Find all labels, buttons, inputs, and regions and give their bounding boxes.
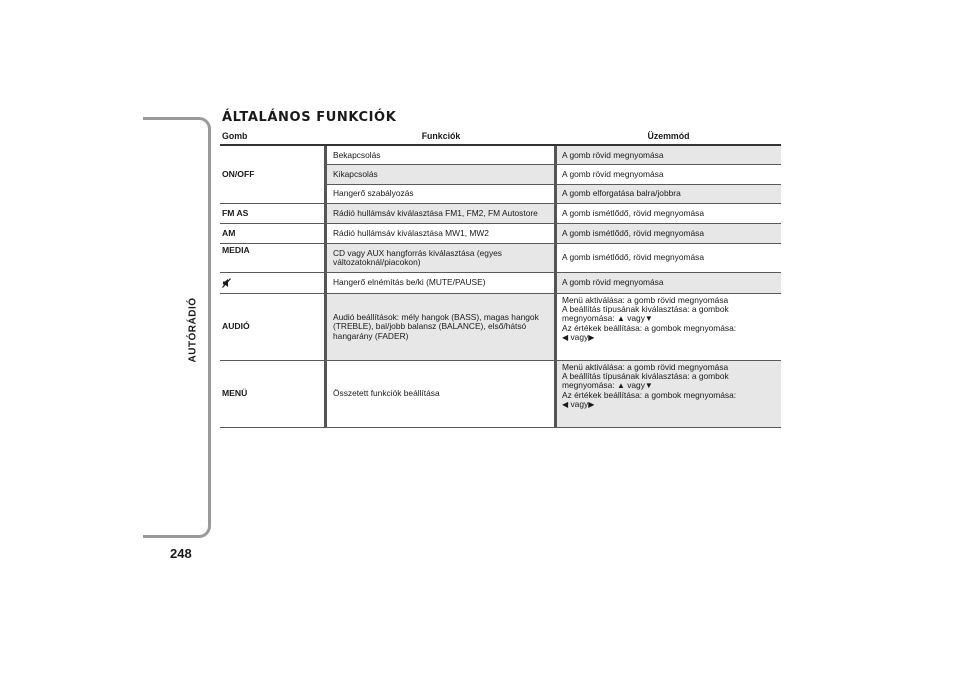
table-row-onoff [220, 146, 781, 204]
mode-cell: A gomb rövid megnyomása [554, 146, 781, 164]
table-header [220, 127, 781, 146]
mode-cell: A gomb rövid megnyomása [554, 273, 781, 293]
button-fmas: FM AS [222, 207, 249, 218]
func-cell: Rádió hullámsáv kiválasztása MW1, MW2 [324, 224, 554, 243]
onoff-subrows [324, 146, 781, 203]
button-mute [220, 273, 324, 293]
func-cell: Kikapcsolás [324, 165, 554, 183]
func-cell: Rádió hullámsáv kiválasztása FM1, FM2, FM Autostore [324, 204, 554, 223]
down-arrow-icon: ▼ [644, 381, 653, 391]
mode-cell: A gomb ismétlődő, rövid megnyomása [554, 244, 781, 272]
header-funkciok: Funkciók [421, 130, 461, 141]
left-arrow-icon: ◀ [562, 332, 569, 342]
mode-cell: A gomb rövid megnyomása [554, 165, 781, 183]
mode-cell: A gomb elforgatása balra/jobbra [554, 185, 781, 203]
table-row-mute [220, 273, 781, 294]
table-row [324, 146, 781, 165]
func-cell: Hangerő elnémítás be/ki (MUTE/PAUSE) [324, 273, 554, 293]
table-row [324, 185, 781, 203]
button-menu: MENÜ [222, 388, 248, 399]
func-cell: CD vagy AUX hangforrás kiválasztása (egyes változatoknál/piacokon) [324, 244, 554, 272]
functions-table [220, 127, 781, 428]
header-gomb: Gomb [222, 130, 248, 141]
button-audio: AUDIÓ [222, 321, 250, 332]
up-arrow-icon: ▲ [616, 314, 625, 324]
chapter-side-label: AUTÓRÁDIÓ [187, 297, 199, 363]
page-number: 248 [170, 546, 192, 561]
page-side-rule [143, 117, 211, 538]
func-cell: Audió beállítások: mély hangok (BASS), magas hangok (TREBLE), bal/jobb balansz (BALANCE), első/hátsó hangarány (FADER) [324, 294, 554, 360]
down-arrow-icon: ▼ [644, 314, 653, 324]
header-uzemmod: Üzemmód [647, 130, 690, 141]
table-row-am [220, 224, 781, 244]
right-arrow-icon: ▶ [588, 332, 595, 342]
left-arrow-icon: ◀ [562, 399, 569, 409]
button-am: AM [222, 227, 236, 238]
func-cell: Hangerő szabályozás [324, 185, 554, 203]
mute-speaker-icon [222, 278, 231, 288]
table-row-fmas [220, 204, 781, 224]
func-cell: Bekapcsolás [324, 146, 554, 164]
right-arrow-icon: ▶ [588, 399, 595, 409]
section-title: ÁLTALÁNOS FUNKCIÓK [222, 110, 397, 125]
table-row-media [220, 244, 781, 273]
table-row-audio [220, 294, 781, 361]
button-media: MEDIA [222, 245, 250, 255]
table-row-menu [220, 361, 781, 428]
mode-cell: A gomb ismétlődő, rövid megnyomása [554, 224, 781, 243]
table-row [324, 165, 781, 184]
mode-cell: Menü aktiválása: a gomb rövid megnyomása A beállítás típusának kiválasztása: a gombok megnyomása: ▲ vagy▼ Az értékek beállítása: a gombok megnyomása: ◀ vagy▶ [554, 361, 781, 427]
button-onoff: ON/OFF [222, 168, 255, 179]
func-cell: Összetett funkciók beállítása [324, 361, 554, 427]
up-arrow-icon: ▲ [616, 381, 625, 391]
mode-cell: A gomb ismétlődő, rövid megnyomása [554, 204, 781, 223]
mode-cell: Menü aktiválása: a gomb rövid megnyomása A beállítás típusának kiválasztása: a gombok megnyomása: ▲ vagy▼ Az értékek beállítása: a gombok megnyomása: ◀ vagy▶ [554, 294, 781, 360]
